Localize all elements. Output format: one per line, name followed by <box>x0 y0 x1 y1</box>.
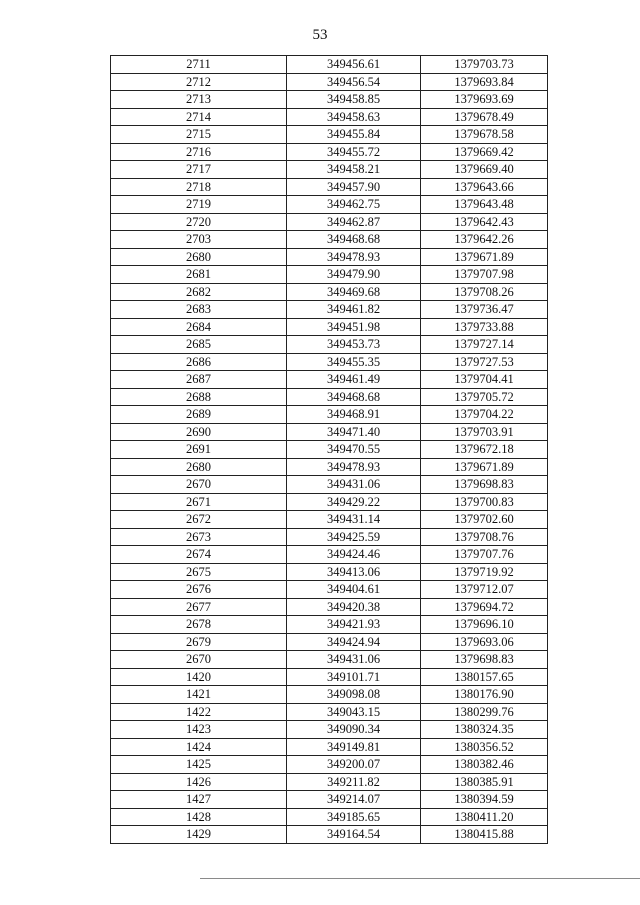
y-coordinate-cell: 1379736.47 <box>421 301 548 319</box>
point-number-cell: 2676 <box>111 581 287 599</box>
x-coordinate-cell: 349468.68 <box>287 388 421 406</box>
x-coordinate-cell: 349185.65 <box>287 808 421 826</box>
point-number-cell: 1422 <box>111 703 287 721</box>
point-number-cell: 1421 <box>111 686 287 704</box>
table-row <box>111 301 548 319</box>
y-coordinate-cell: 1379693.69 <box>421 91 548 109</box>
point-number-cell: 2719 <box>111 196 287 214</box>
y-coordinate-cell: 1379712.07 <box>421 581 548 599</box>
y-coordinate-cell: 1379678.49 <box>421 108 548 126</box>
x-coordinate-cell: 349461.49 <box>287 371 421 389</box>
table-row <box>111 283 548 301</box>
point-number-cell: 2689 <box>111 406 287 424</box>
table-row <box>111 721 548 739</box>
table-row <box>111 598 548 616</box>
point-number-cell: 2671 <box>111 493 287 511</box>
point-number-cell: 1428 <box>111 808 287 826</box>
y-coordinate-cell: 1379703.91 <box>421 423 548 441</box>
point-number-cell: 2682 <box>111 283 287 301</box>
table-row <box>111 318 548 336</box>
table-row <box>111 371 548 389</box>
point-number-cell: 2678 <box>111 616 287 634</box>
x-coordinate-cell: 349404.61 <box>287 581 421 599</box>
x-coordinate-cell: 349164.54 <box>287 826 421 844</box>
point-number-cell: 2679 <box>111 633 287 651</box>
y-coordinate-cell: 1380356.52 <box>421 738 548 756</box>
y-coordinate-cell: 1379698.83 <box>421 476 548 494</box>
point-number-cell: 2713 <box>111 91 287 109</box>
point-number-cell: 2670 <box>111 476 287 494</box>
point-number-cell: 2686 <box>111 353 287 371</box>
y-coordinate-cell: 1379669.40 <box>421 161 548 179</box>
y-coordinate-cell: 1379643.66 <box>421 178 548 196</box>
x-coordinate-cell: 349420.38 <box>287 598 421 616</box>
point-number-cell: 2672 <box>111 511 287 529</box>
table-row <box>111 493 548 511</box>
point-number-cell: 2690 <box>111 423 287 441</box>
x-coordinate-cell: 349470.55 <box>287 441 421 459</box>
x-coordinate-cell: 349455.84 <box>287 126 421 144</box>
table-row <box>111 528 548 546</box>
x-coordinate-cell: 349468.91 <box>287 406 421 424</box>
x-coordinate-cell: 349451.98 <box>287 318 421 336</box>
y-coordinate-cell: 1380385.91 <box>421 773 548 791</box>
x-coordinate-cell: 349211.82 <box>287 773 421 791</box>
y-coordinate-cell: 1380411.20 <box>421 808 548 826</box>
y-coordinate-cell: 1379693.84 <box>421 73 548 91</box>
table-row <box>111 108 548 126</box>
y-coordinate-cell: 1380157.65 <box>421 668 548 686</box>
y-coordinate-cell: 1379733.88 <box>421 318 548 336</box>
table-row <box>111 441 548 459</box>
table-row <box>111 546 548 564</box>
x-coordinate-cell: 349471.40 <box>287 423 421 441</box>
x-coordinate-cell: 349479.90 <box>287 266 421 284</box>
table-row <box>111 703 548 721</box>
point-number-cell: 2680 <box>111 458 287 476</box>
table-row <box>111 808 548 826</box>
table-row <box>111 406 548 424</box>
x-coordinate-cell: 349421.93 <box>287 616 421 634</box>
y-coordinate-cell: 1379642.26 <box>421 231 548 249</box>
y-coordinate-cell: 1379719.92 <box>421 563 548 581</box>
x-coordinate-cell: 349424.46 <box>287 546 421 564</box>
point-number-cell: 2673 <box>111 528 287 546</box>
x-coordinate-cell: 349424.94 <box>287 633 421 651</box>
x-coordinate-cell: 349214.07 <box>287 791 421 809</box>
x-coordinate-cell: 349200.07 <box>287 756 421 774</box>
point-number-cell: 2674 <box>111 546 287 564</box>
table-row <box>111 353 548 371</box>
x-coordinate-cell: 349456.54 <box>287 73 421 91</box>
y-coordinate-cell: 1379707.98 <box>421 266 548 284</box>
table-row <box>111 633 548 651</box>
point-number-cell: 2720 <box>111 213 287 231</box>
y-coordinate-cell: 1379669.42 <box>421 143 548 161</box>
point-number-cell: 2688 <box>111 388 287 406</box>
point-number-cell: 1425 <box>111 756 287 774</box>
x-coordinate-cell: 349425.59 <box>287 528 421 546</box>
x-coordinate-cell: 349413.06 <box>287 563 421 581</box>
point-number-cell: 2687 <box>111 371 287 389</box>
y-coordinate-cell: 1379708.26 <box>421 283 548 301</box>
point-number-cell: 2680 <box>111 248 287 266</box>
y-coordinate-cell: 1379727.53 <box>421 353 548 371</box>
coordinates-table <box>110 55 548 844</box>
table-row <box>111 266 548 284</box>
table-row <box>111 143 548 161</box>
x-coordinate-cell: 349455.35 <box>287 353 421 371</box>
y-coordinate-cell: 1379698.83 <box>421 651 548 669</box>
table-row <box>111 773 548 791</box>
y-coordinate-cell: 1379642.43 <box>421 213 548 231</box>
point-number-cell: 2670 <box>111 651 287 669</box>
x-coordinate-cell: 349468.68 <box>287 231 421 249</box>
x-coordinate-cell: 349431.06 <box>287 651 421 669</box>
table-row <box>111 56 548 74</box>
table-row <box>111 336 548 354</box>
point-number-cell: 2677 <box>111 598 287 616</box>
table-row <box>111 178 548 196</box>
point-number-cell: 2685 <box>111 336 287 354</box>
point-number-cell: 1427 <box>111 791 287 809</box>
table-row <box>111 476 548 494</box>
y-coordinate-cell: 1379702.60 <box>421 511 548 529</box>
point-number-cell: 2675 <box>111 563 287 581</box>
table-row <box>111 91 548 109</box>
point-number-cell: 2716 <box>111 143 287 161</box>
table-row <box>111 231 548 249</box>
x-coordinate-cell: 349098.08 <box>287 686 421 704</box>
bottom-rule <box>200 878 640 879</box>
table-row <box>111 791 548 809</box>
y-coordinate-cell: 1380382.46 <box>421 756 548 774</box>
x-coordinate-cell: 349478.93 <box>287 458 421 476</box>
table-row <box>111 161 548 179</box>
y-coordinate-cell: 1380324.35 <box>421 721 548 739</box>
point-number-cell: 2691 <box>111 441 287 459</box>
y-coordinate-cell: 1380415.88 <box>421 826 548 844</box>
y-coordinate-cell: 1379694.72 <box>421 598 548 616</box>
coordinates-table-body <box>111 56 548 844</box>
point-number-cell: 1424 <box>111 738 287 756</box>
x-coordinate-cell: 349469.68 <box>287 283 421 301</box>
point-number-cell: 1426 <box>111 773 287 791</box>
x-coordinate-cell: 349458.63 <box>287 108 421 126</box>
point-number-cell: 2703 <box>111 231 287 249</box>
table-row <box>111 458 548 476</box>
x-coordinate-cell: 349456.61 <box>287 56 421 74</box>
y-coordinate-cell: 1379704.22 <box>421 406 548 424</box>
x-coordinate-cell: 349457.90 <box>287 178 421 196</box>
point-number-cell: 2712 <box>111 73 287 91</box>
point-number-cell: 1423 <box>111 721 287 739</box>
table-row <box>111 248 548 266</box>
y-coordinate-cell: 1379727.14 <box>421 336 548 354</box>
table-row <box>111 756 548 774</box>
x-coordinate-cell: 349149.81 <box>287 738 421 756</box>
x-coordinate-cell: 349429.22 <box>287 493 421 511</box>
table-row <box>111 686 548 704</box>
table-row <box>111 213 548 231</box>
table-row <box>111 581 548 599</box>
point-number-cell: 2681 <box>111 266 287 284</box>
point-number-cell: 2717 <box>111 161 287 179</box>
point-number-cell: 1420 <box>111 668 287 686</box>
x-coordinate-cell: 349090.34 <box>287 721 421 739</box>
x-coordinate-cell: 349431.06 <box>287 476 421 494</box>
table-row <box>111 616 548 634</box>
y-coordinate-cell: 1379707.76 <box>421 546 548 564</box>
y-coordinate-cell: 1379700.83 <box>421 493 548 511</box>
y-coordinate-cell: 1379696.10 <box>421 616 548 634</box>
table-row <box>111 511 548 529</box>
table-row <box>111 826 548 844</box>
x-coordinate-cell: 349431.14 <box>287 511 421 529</box>
x-coordinate-cell: 349453.73 <box>287 336 421 354</box>
table-row <box>111 388 548 406</box>
y-coordinate-cell: 1380176.90 <box>421 686 548 704</box>
point-number-cell: 1429 <box>111 826 287 844</box>
y-coordinate-cell: 1380299.76 <box>421 703 548 721</box>
y-coordinate-cell: 1379678.58 <box>421 126 548 144</box>
y-coordinate-cell: 1379708.76 <box>421 528 548 546</box>
point-number-cell: 2715 <box>111 126 287 144</box>
table-row <box>111 563 548 581</box>
point-number-cell: 2718 <box>111 178 287 196</box>
y-coordinate-cell: 1379671.89 <box>421 248 548 266</box>
y-coordinate-cell: 1379643.48 <box>421 196 548 214</box>
point-number-cell: 2684 <box>111 318 287 336</box>
x-coordinate-cell: 349043.15 <box>287 703 421 721</box>
y-coordinate-cell: 1379672.18 <box>421 441 548 459</box>
y-coordinate-cell: 1379703.73 <box>421 56 548 74</box>
y-coordinate-cell: 1379693.06 <box>421 633 548 651</box>
point-number-cell: 2714 <box>111 108 287 126</box>
x-coordinate-cell: 349461.82 <box>287 301 421 319</box>
table-row <box>111 423 548 441</box>
y-coordinate-cell: 1379671.89 <box>421 458 548 476</box>
table-row <box>111 196 548 214</box>
x-coordinate-cell: 349458.85 <box>287 91 421 109</box>
point-number-cell: 2683 <box>111 301 287 319</box>
x-coordinate-cell: 349478.93 <box>287 248 421 266</box>
point-number-cell: 2711 <box>111 56 287 74</box>
y-coordinate-cell: 1380394.59 <box>421 791 548 809</box>
x-coordinate-cell: 349462.75 <box>287 196 421 214</box>
table-row <box>111 73 548 91</box>
table-row <box>111 126 548 144</box>
x-coordinate-cell: 349101.71 <box>287 668 421 686</box>
table-row <box>111 651 548 669</box>
x-coordinate-cell: 349455.72 <box>287 143 421 161</box>
y-coordinate-cell: 1379705.72 <box>421 388 548 406</box>
table-row <box>111 738 548 756</box>
x-coordinate-cell: 349458.21 <box>287 161 421 179</box>
x-coordinate-cell: 349462.87 <box>287 213 421 231</box>
y-coordinate-cell: 1379704.41 <box>421 371 548 389</box>
table-row <box>111 668 548 686</box>
page-number: 53 <box>312 27 328 43</box>
